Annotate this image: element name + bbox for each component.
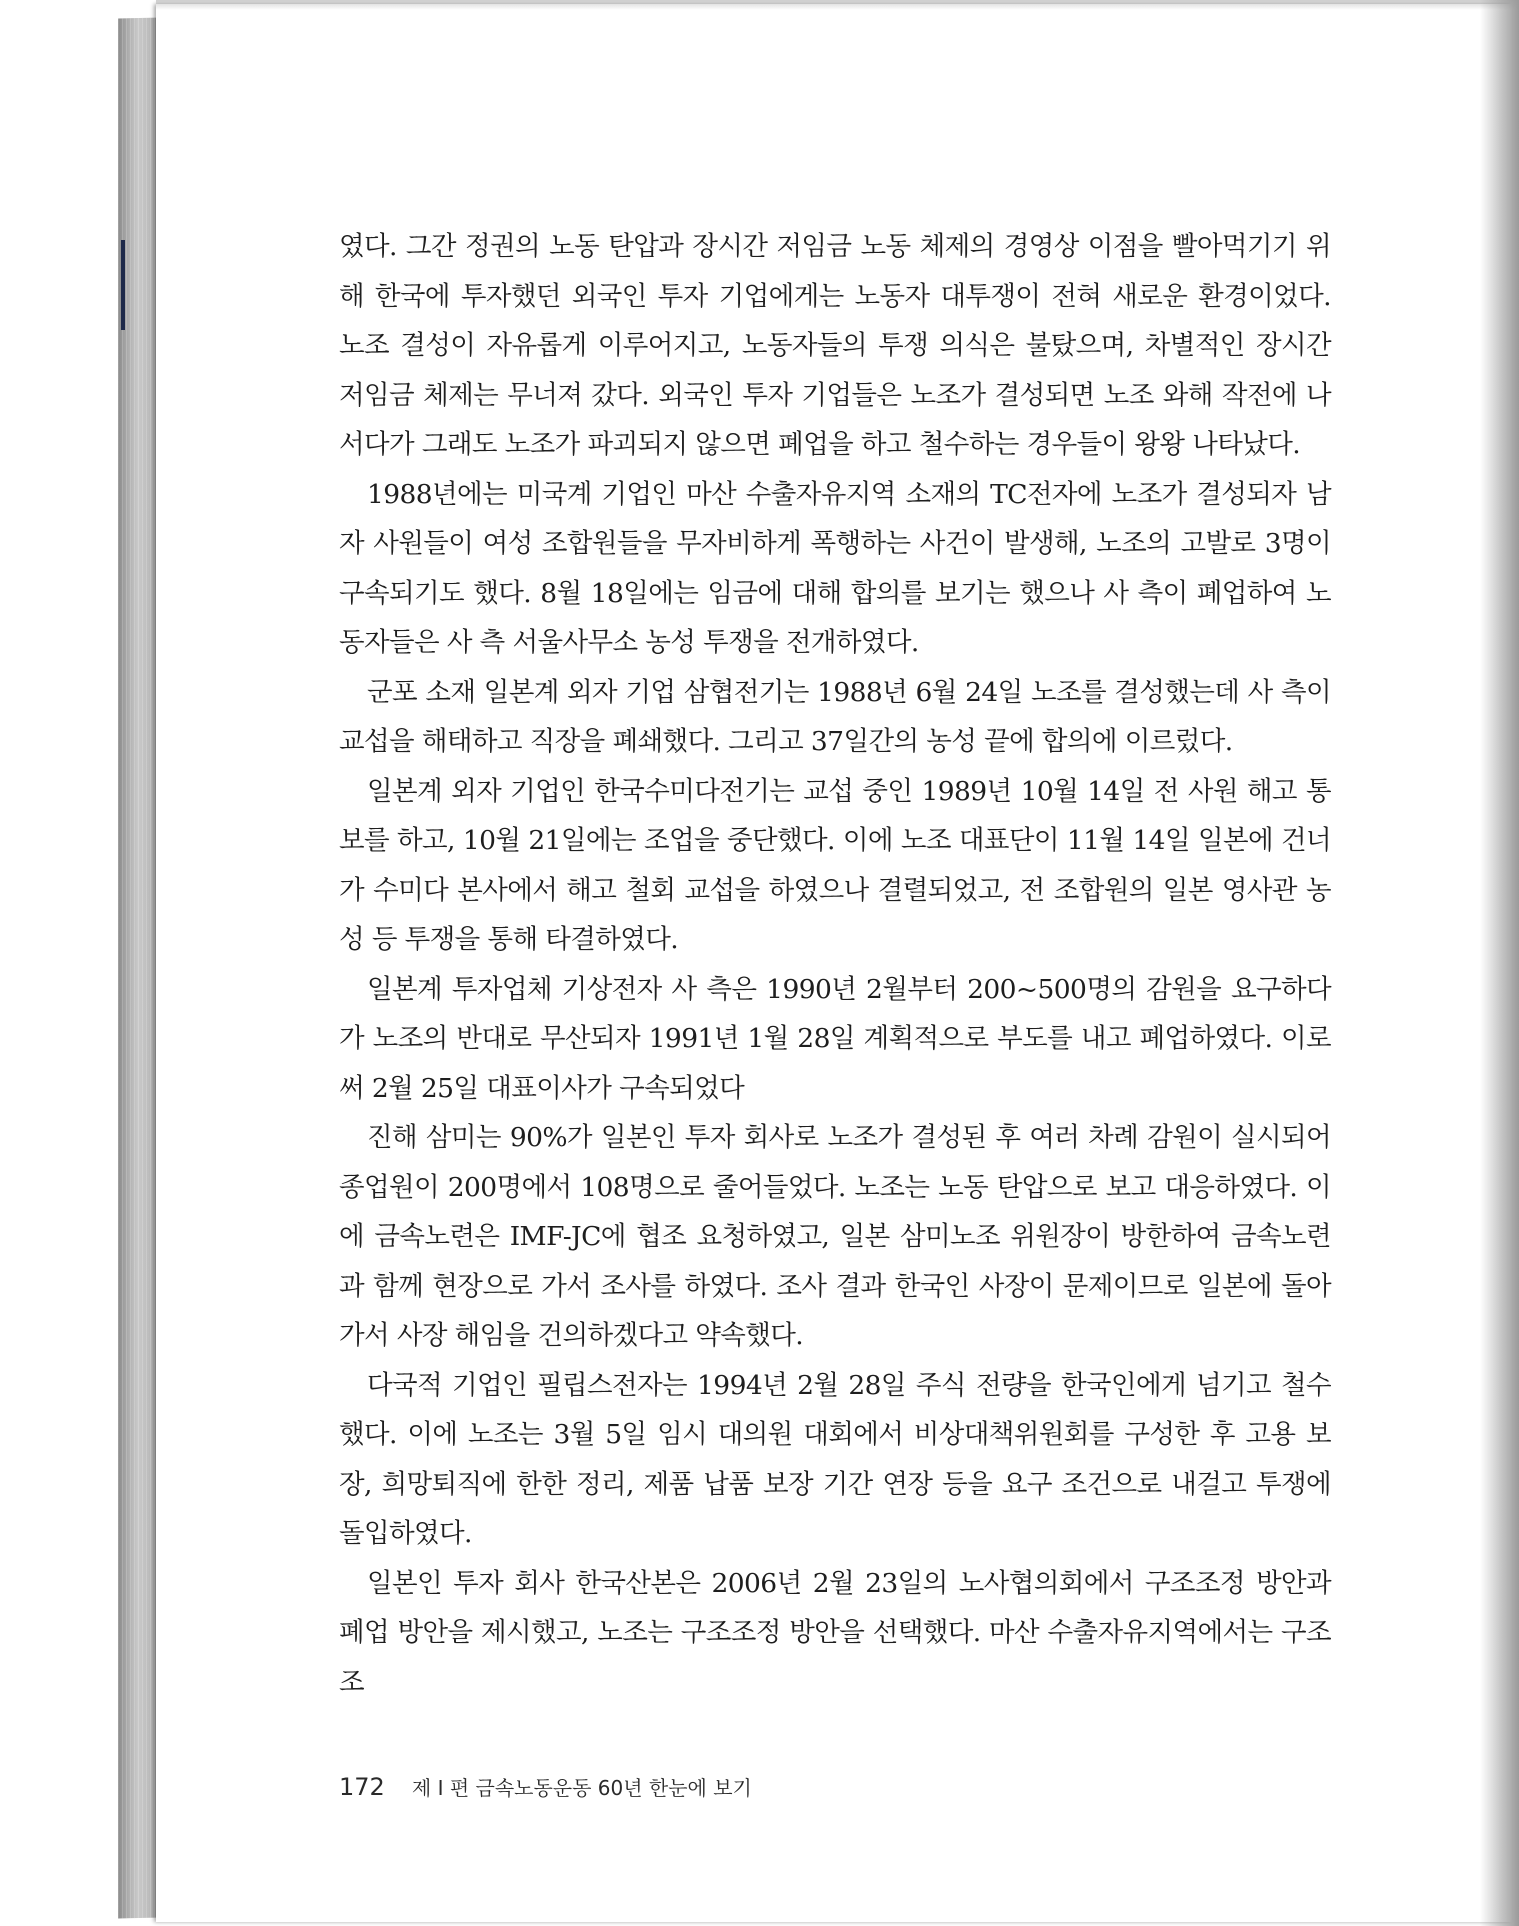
paragraph-3: 군포 소재 일본계 외자 기업 삼협전기는 1988년 6월 24일 노조를 결성했는데 사 측이 교섭을 해태하고 직장을 폐쇄했다. 그리고 37일간의 농성 끝에 합의에 이르렀다. bbox=[339, 676, 1331, 757]
page-number: 172 bbox=[339, 1773, 385, 1801]
spine-mark bbox=[121, 240, 125, 330]
page-right-shadow bbox=[1480, 0, 1519, 1926]
paragraph-7: 다국적 기업인 필립스전자는 1994년 2월 28일 주식 전량을 한국인에게 넘기고 철수했다. 이에 노조는 3월 5일 임시 대의원 대회에서 비상대책위원회를 구성한 후 고용 보장, 희망퇴직에 한한 정리, 제품 납품 보장 기간 연장 등을 요구 조건으로 내걸고 투쟁에 돌입하였다. bbox=[339, 1369, 1331, 1549]
page-footer bbox=[339, 1772, 752, 1801]
paragraph-2: 1988년에는 미국계 기업인 마산 수출자유지역 소재의 TC전자에 노조가 결성되자 남자 사원들이 여성 조합원들을 무자비하게 폭행하는 사건이 발생해, 노조의 고발로 3명이 구속되기도 했다. 8월 18일에는 임금에 대해 합의를 보기는 했으나 사 측이 폐업하여 노동자들은 사 측 서울사무소 농성 투쟁을 전개하였다. bbox=[339, 478, 1331, 658]
page-body-text bbox=[339, 222, 1331, 1707]
paragraph-5: 일본계 투자업체 기상전자 사 측은 1990년 2월부터 200~500명의 감원을 요구하다가 노조의 반대로 무산되자 1991년 1월 28일 계획적으로 부도를 내고 폐업하였다. 이로써 2월 25일 대표이사가 구속되었다 bbox=[339, 973, 1331, 1104]
page-top-shadow bbox=[156, 0, 1519, 10]
paragraph-1: 였다. 그간 정권의 노동 탄압과 장시간 저임금 노동 체제의 경영상 이점을 빨아먹기기 위해 한국에 투자했던 외국인 투자 기업에게는 노동자 대투쟁이 전혀 새로운 환경이었다. 노조 결성이 자유롭게 이루어지고, 노동자들의 투쟁 의식은 불탔으며, 차별적인 장시간 저임금 체제는 무너져 갔다. 외국인 투자 기업들은 노조가 결성되면 노조 와해 작전에 나서다가 그래도 노조가 파괴되지 않으면 폐업을 하고 철수하는 경우들이 왕왕 나타났다. bbox=[339, 231, 1331, 460]
paragraph-6: 진해 삼미는 90%가 일본인 투자 회사로 노조가 결성된 후 여러 차례 감원이 실시되어 종업원이 200명에서 108명으로 줄어들었다. 노조는 노동 탄압으로 보고 대응하였다. 이에 금속노련은 IMF-JC에 협조 요청하였고, 일본 삼미노조 위원장이 방한하여 금속노련과 함께 현장으로 가서 조사를 하였다. 조사 결과 한국인 사장이 문제이므로 일본에 돌아가서 사장 해임을 건의하겠다고 약속했다. bbox=[339, 1122, 1331, 1351]
paragraph-4: 일본계 외자 기업인 한국수미다전기는 교섭 중인 1989년 10월 14일 전 사원 해고 통보를 하고, 10월 21일에는 조업을 중단했다. 이에 노조 대표단이 11월 14일 일본에 건너가 수미다 본사에서 해고 철회 교섭을 하였으나 결렬되었고, 전 조합원의 일본 영사관 농성 등 투쟁을 통해 타결하였다. bbox=[339, 775, 1331, 955]
paragraph-8: 일본인 투자 회사 한국산본은 2006년 2월 23일의 노사협의회에서 구조조정 방안과 폐업 방안을 제시했고, 노조는 구조조정 방안을 선택했다. 마산 수출자유지역에서는 구조조 bbox=[339, 1567, 1331, 1698]
running-head: 제 I 편 금속노동운동 60년 한눈에 보기 bbox=[411, 1776, 752, 1800]
